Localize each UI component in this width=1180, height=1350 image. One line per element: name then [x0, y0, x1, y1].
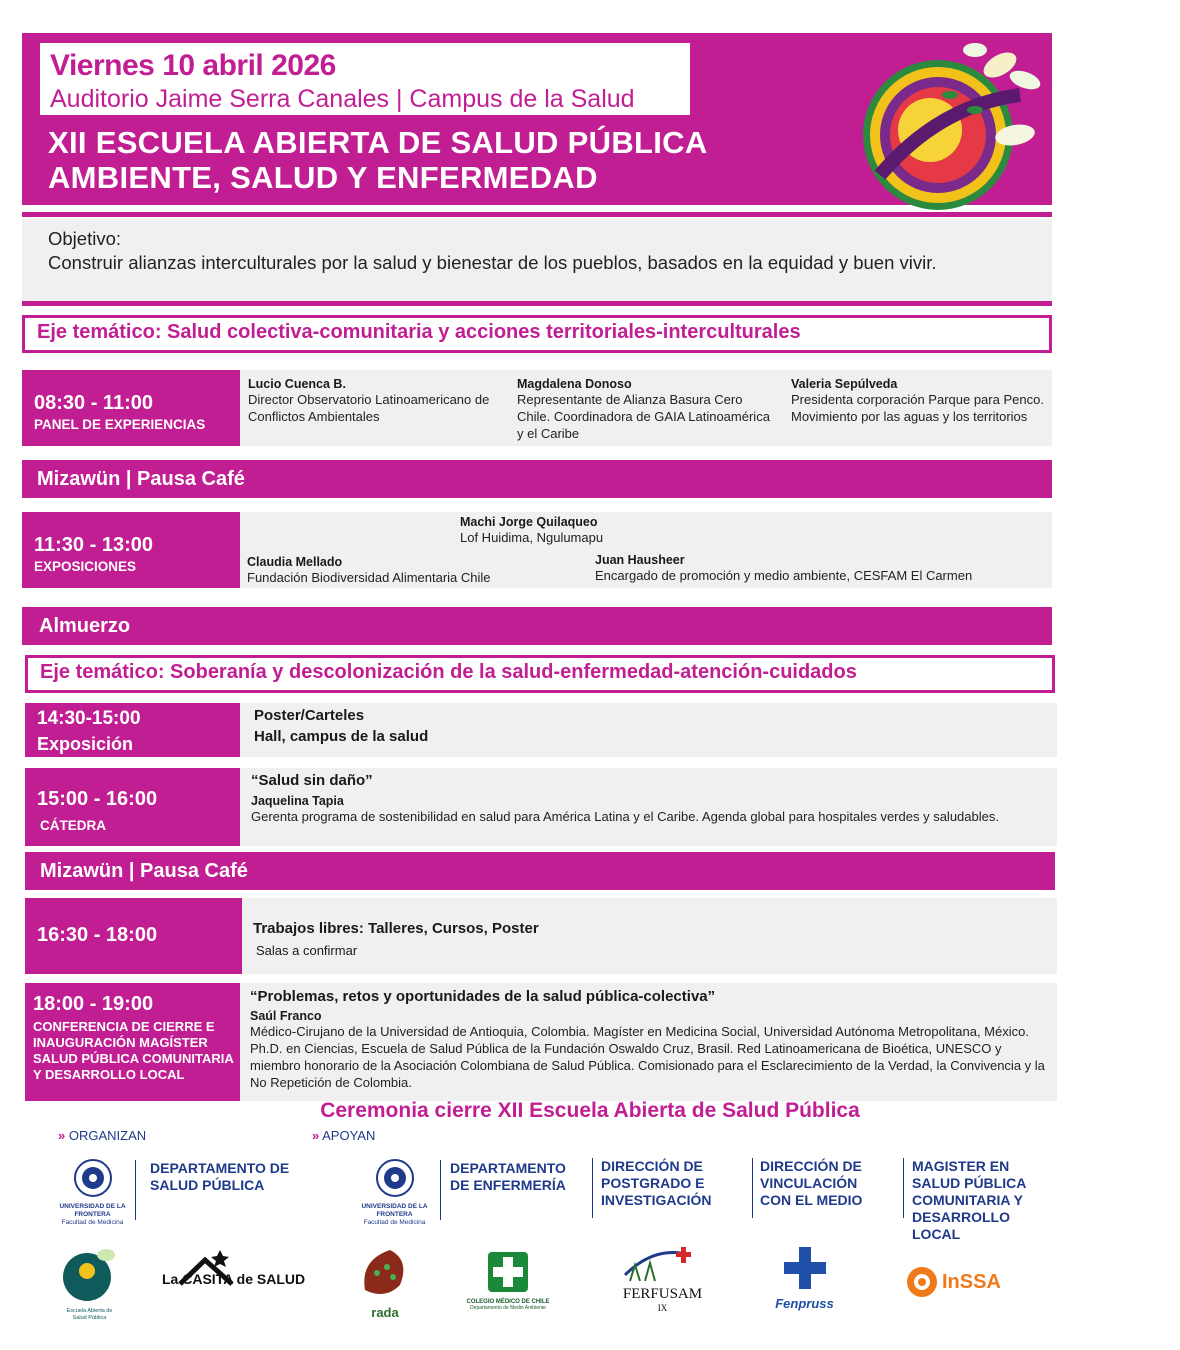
session-3-details	[254, 705, 428, 747]
speaker-role: Fundación Biodiversidad Alimentaria Chile	[247, 570, 491, 585]
session-6-details	[250, 988, 1052, 1091]
session-2-time: 11:30 - 13:00	[34, 534, 153, 556]
session-2-label: EXPOSICIONES	[34, 559, 137, 574]
session-3-time: 14:30-15:00	[37, 708, 141, 729]
colegio-medico-logo	[458, 1250, 558, 1320]
ferfusam-emblem-icon	[615, 1245, 710, 1281]
objective-text: Construir alianzas interculturales por la salud y bienestar de los pueblos, basados en la equidad y buen vivir.	[48, 252, 937, 273]
ufro-logo	[50, 1158, 135, 1228]
escuela-logo	[62, 1245, 117, 1320]
speaker-name: Magdalena Donoso	[517, 377, 632, 391]
session-4-details	[251, 772, 1041, 825]
talk-title: “Problemas, retos y oportunidades de la salud pública-colectiva”	[250, 988, 716, 1005]
colegio-logo-text: COLEGIO MÉDICO DE CHILE	[466, 1299, 550, 1305]
session-1-label: PANEL DE EXPERIENCIAS	[34, 417, 206, 432]
break-2-bar: Mizawün | Pausa Café	[25, 852, 1055, 890]
logo-separator	[903, 1158, 904, 1218]
speaker-name: Lucio Cuenca B.	[248, 377, 346, 391]
ufro-crest-icon	[73, 1158, 113, 1198]
speaker-name: Valeria Sepúlveda	[791, 377, 898, 391]
casita-house-icon	[160, 1248, 306, 1318]
speaker-role: Presidenta corporación Parque para Penco. Movimiento por las aguas y los territorios	[791, 392, 1044, 424]
session-2-time-cell	[22, 512, 240, 588]
logo-separator	[592, 1158, 593, 1218]
session-1-time: 08:30 - 11:00	[34, 392, 153, 414]
session-6-time: 18:00 - 19:00	[33, 993, 154, 1015]
organizan-label: » ORGANIZAN	[58, 1128, 147, 1143]
rada-logo	[355, 1245, 415, 1320]
rada-leaf-icon	[355, 1245, 415, 1300]
ufro-crest-icon	[375, 1158, 415, 1198]
objective-box	[22, 219, 1052, 301]
logo-separator	[752, 1158, 753, 1218]
ceremony-title: Ceremonia cierre XII Escuela Abierta de Salud Pública	[320, 1099, 860, 1122]
casita-logo	[160, 1248, 306, 1323]
fenpruss-logo-text: Fenpruss	[775, 1296, 834, 1311]
ufro-logo	[352, 1158, 437, 1228]
speaker-card	[248, 377, 503, 425]
event-date: Viernes 10 abril 2026	[50, 49, 336, 82]
event-emblem-icon	[850, 35, 1050, 205]
chevron-right-icon: »	[312, 1128, 320, 1143]
session-6-label: CONFERENCIA DE CIERRE E INAUGURACIÓN MAGÍSTER SALUD PÚBLICA COMUNITARIA Y DESARROLLO LOCAL	[33, 1019, 234, 1082]
speaker-bio: Médico-Cirujano de la Universidad de Antioquia, Colombia. Magíster en Medicina Social, Universidad Autónoma Metropolitana, México. Ph.D. en Ciencias, Escuela de Salud Pública de la Fundación Oswaldo Cruz, Brasil. Red Latinoamericana de Bioética, UNESCO y miembro honorario de la Asociación Colombiana de Salud Pública. Comisionado para el Esclarecimiento de la Verdad, la Convivencia y la No Repetición de Colombia.	[250, 1024, 1045, 1090]
escuela-logo-text: Escuela Abierta de Salud Pública	[66, 1308, 113, 1321]
session-3-line-1: Poster/Carteles	[254, 707, 365, 724]
dept-enfermeria: DEPARTAMENTO DE ENFERMERÍA	[450, 1160, 566, 1193]
logo-separator	[135, 1160, 136, 1220]
session-5-time-cell	[25, 898, 242, 974]
ferfusam-logo-subtext: IX	[657, 1303, 668, 1313]
session-4-time-cell	[25, 768, 240, 846]
lunch-bar: Almuerzo	[22, 607, 1052, 645]
inssa-logo-text: InSSA	[942, 1270, 1001, 1293]
speaker-card	[791, 377, 1046, 425]
speaker-role: Representante de Alianza Basura Cero Chile. Coordinadora de GAIA Latinoamérica y el Caribe	[517, 392, 770, 441]
axis-1-heading: Eje temático: Salud colectiva-comunitaria y acciones territoriales-interculturales	[22, 315, 1052, 353]
objective-label: Objetivo:	[48, 228, 122, 249]
speaker-name: Machi Jorge Quilaqueo	[460, 515, 598, 529]
session-5-details	[253, 920, 539, 958]
medical-cross-icon	[486, 1250, 530, 1294]
speaker-name: Claudia Mellado	[247, 555, 343, 569]
chevron-right-icon: »	[58, 1128, 66, 1143]
session-5-note: Salas a confirmar	[256, 943, 358, 958]
escuela-emblem-icon	[62, 1245, 117, 1303]
ufro-name: UNIVERSIDAD DE LA FRONTERA	[361, 1203, 428, 1218]
ferfusam-logo	[615, 1245, 710, 1320]
dir-postgrado: DIRECCIÓN DE POSTGRADO E INVESTIGACIÓN	[601, 1158, 712, 1208]
casita-logo-text: La CASITA de SALUD	[162, 1271, 306, 1287]
ferfusam-logo-text: FERFUSAM	[622, 1286, 703, 1302]
session-4-time: 15:00 - 16:00	[37, 788, 158, 810]
session-3-label: Exposición	[37, 734, 134, 754]
title-line-2: AMBIENTE, SALUD Y ENFERMEDAD	[48, 160, 598, 195]
title-line-1: XII ESCUELA ABIERTA DE SALUD PÚBLICA	[48, 125, 708, 160]
inssa-logo	[905, 1262, 1015, 1302]
dept-salud-publica: DEPARTAMENTO DE SALUD PÚBLICA	[150, 1160, 290, 1193]
fenpruss-logo	[762, 1245, 847, 1320]
divider-top	[22, 212, 1052, 217]
session-5-time: 16:30 - 18:00	[37, 924, 158, 946]
session-5-title: Trabajos libres: Talleres, Cursos, Poster	[253, 920, 539, 937]
ufro-faculty: Facultad de Medicina	[61, 1219, 124, 1226]
magister-program: MAGISTER EN SALUD PÚBLICA COMUNITARIA Y DESARROLLO LOCAL	[912, 1158, 1026, 1242]
speaker-card	[460, 515, 760, 546]
speaker-name: Jaquelina Tapia	[251, 794, 344, 808]
divider-bottom	[22, 301, 1052, 306]
speaker-card	[595, 553, 1045, 584]
session-4-label: CÁTEDRA	[40, 818, 106, 833]
date-box	[40, 43, 690, 115]
break-1-bar: Mizawün | Pausa Café	[22, 460, 1052, 498]
speaker-role: Lof Huidima, Ngulumapu	[460, 530, 604, 545]
colegio-logo-subtext: Departamento de Medio Ambiente	[470, 1305, 546, 1311]
apoyan-label: » APOYAN	[312, 1128, 376, 1143]
speaker-name: Saúl Franco	[250, 1009, 322, 1023]
session-3-line-2: Hall, campus de la salud	[254, 728, 429, 745]
dir-vinculacion: DIRECCIÓN DE VINCULACIÓN CON EL MEDIO	[760, 1158, 863, 1208]
session-6-time-cell	[25, 983, 240, 1101]
event-venue: Auditorio Jaime Serra Canales | Campus de la Salud	[50, 85, 635, 113]
rada-logo-text: rada	[371, 1305, 399, 1320]
session-1-time-cell	[22, 370, 240, 446]
event-title	[48, 125, 708, 195]
speaker-bio: Gerenta programa de sostenibilidad en salud para América Latina y el Caribe. Agenda global para hospitales verdes y saludables.	[251, 809, 999, 824]
talk-title: “Salud sin daño”	[251, 772, 373, 789]
logo-separator	[440, 1160, 441, 1220]
axis-2-heading: Eje temático: Soberanía y descolonización de la salud-enfermedad-atención-cuidados	[25, 655, 1055, 693]
ufro-faculty: Facultad de Medicina	[363, 1219, 426, 1226]
speaker-card	[517, 377, 777, 442]
speaker-role: Encargado de promoción y medio ambiente, CESFAM El Carmen	[595, 568, 973, 583]
speaker-name: Juan Hausheer	[595, 553, 685, 567]
inssa-sun-icon	[905, 1265, 939, 1299]
fenpruss-cross-icon	[782, 1245, 828, 1291]
session-3-time-cell	[25, 703, 240, 757]
speaker-card	[247, 555, 587, 586]
speaker-role: Director Observatorio Latinoamericano de Conflictos Ambientales	[248, 392, 490, 424]
ufro-name: UNIVERSIDAD DE LA FRONTERA	[59, 1203, 126, 1218]
